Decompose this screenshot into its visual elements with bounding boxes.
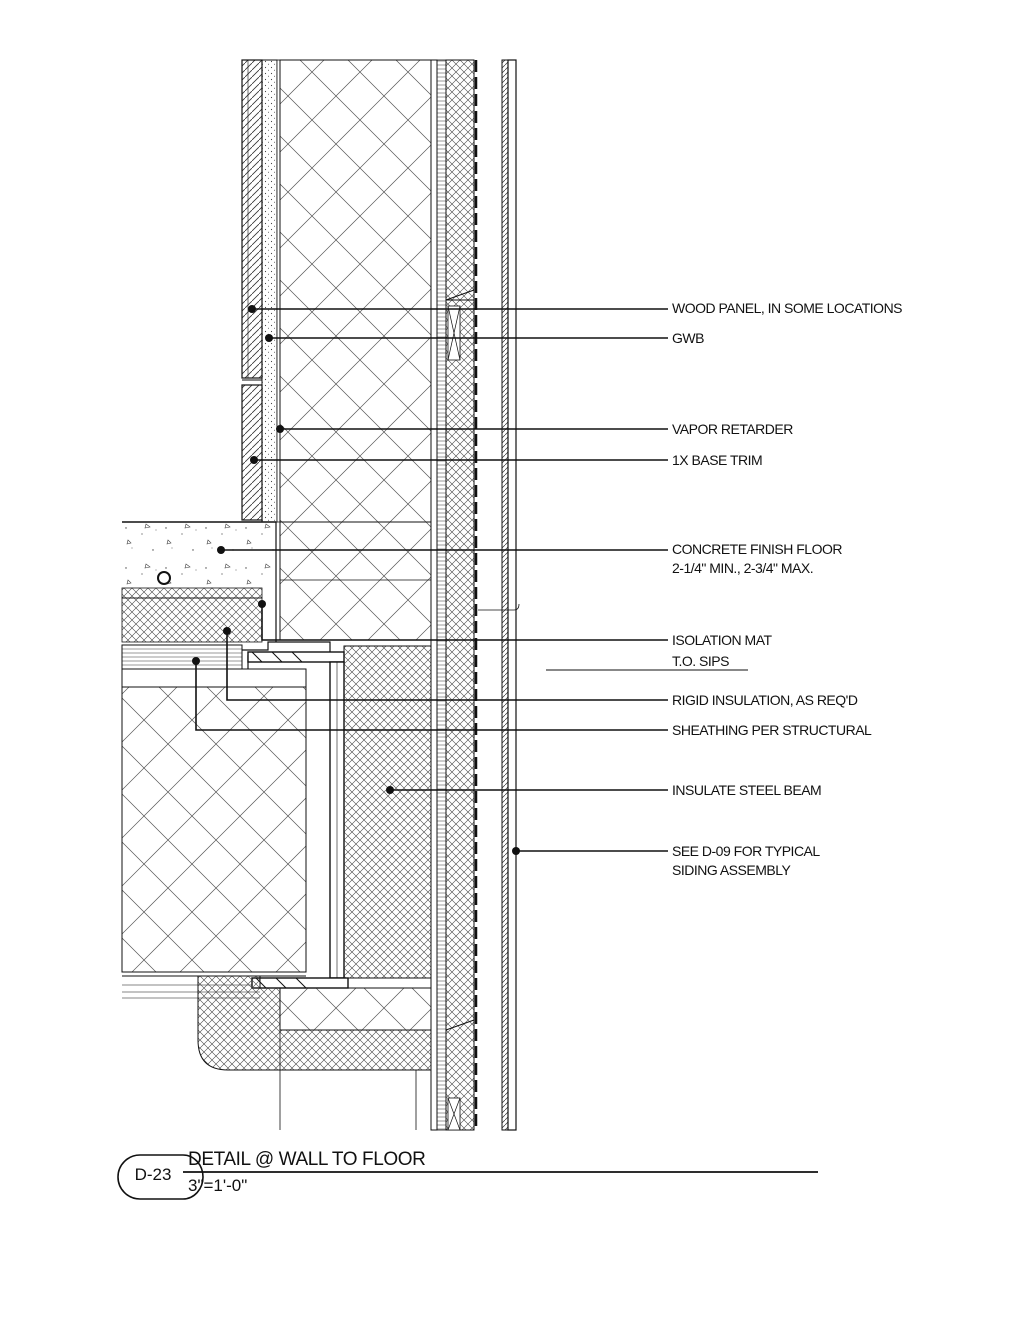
- detail-title: DETAIL @ WALL TO FLOOR: [188, 1149, 426, 1170]
- callout-line: 2-1/4" MIN., 2-3/4" MAX.: [672, 560, 814, 576]
- callout-vapor-retarder: [672, 420, 793, 439]
- wall-stud-insulation: [280, 60, 431, 522]
- callout-line: SIDING ASSEMBLY: [672, 862, 791, 878]
- wall-sheathing: [431, 60, 446, 1130]
- floor-sip-panel: [122, 669, 306, 998]
- blocking: [280, 988, 431, 1030]
- callout-sheathing: [672, 721, 871, 740]
- callout-line: CONCRETE FINISH FLOOR: [672, 541, 842, 557]
- callout-line: GWB: [672, 330, 704, 346]
- detail-scale: 3"=1'-0": [188, 1176, 248, 1195]
- siding-assembly: [478, 60, 519, 1130]
- detail-number: D-23: [134, 1165, 172, 1184]
- callout-isolation-mat: [672, 631, 772, 650]
- callout-line: SHEATHING PER STRUCTURAL: [672, 722, 872, 738]
- furring-zone: [446, 60, 474, 1130]
- callout-rigid-insulation: [672, 691, 857, 710]
- callout-line: 1X BASE TRIM: [672, 452, 763, 468]
- callout-steel-beam: [672, 781, 821, 800]
- beam-insulation: [344, 646, 431, 978]
- callout-line: INSULATE STEEL BEAM: [672, 782, 822, 798]
- callout-line: ISOLATION MAT: [672, 632, 772, 648]
- gwb: [262, 60, 277, 522]
- rigid-insulation: [122, 598, 262, 642]
- callout-line: RIGID INSULATION, AS REQ'D: [672, 692, 858, 708]
- wood-panel: [242, 60, 262, 378]
- callout-gwb: [672, 329, 704, 348]
- isolation-mat: [122, 588, 262, 598]
- callout-line: VAPOR RETARDER: [672, 421, 793, 437]
- callout-concrete-floor: [672, 540, 842, 578]
- callout-wood-panel: [672, 299, 902, 318]
- sip-insulation: [280, 522, 431, 640]
- base-trim: [242, 380, 262, 520]
- callout-to-sips: [672, 652, 729, 671]
- callout-line: WOOD PANEL, IN SOME LOCATIONS: [672, 300, 903, 316]
- callout-line: T.O. SIPS: [672, 653, 729, 669]
- callout-siding: [672, 842, 820, 880]
- callout-line: SEE D-09 FOR TYPICAL: [672, 843, 820, 859]
- callout-base-trim: [672, 451, 762, 470]
